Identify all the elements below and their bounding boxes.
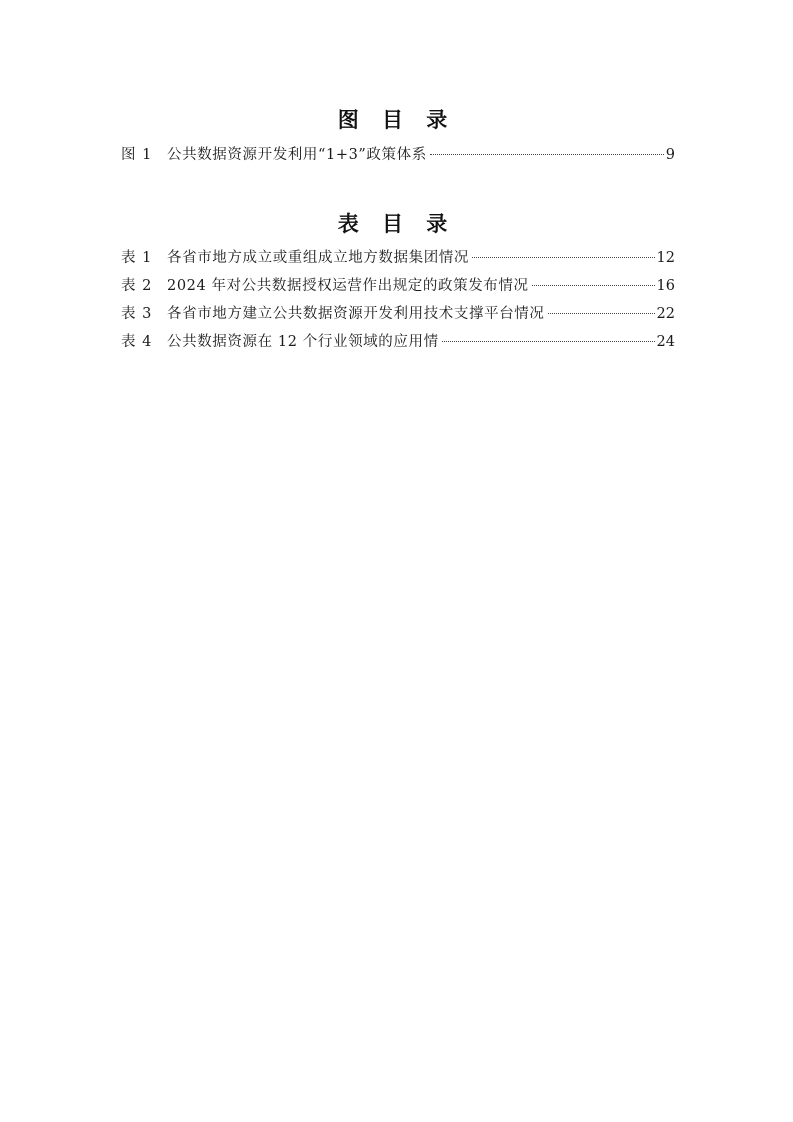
toc-entry-figure-1[interactable] — [121, 141, 675, 169]
toc-entry-page: 16 — [656, 278, 675, 294]
toc-entry-label: 表 4 — [121, 334, 153, 350]
toc-entry-text: 2024 年对公共数据授权运营作出规定的政策发布情况 — [167, 278, 529, 294]
toc-entry-page: 12 — [656, 250, 675, 266]
toc-entry-text: 公共数据资源开发利用“1+3”政策体系 — [167, 147, 427, 163]
table-list-title: 表 目 录 — [337, 212, 456, 236]
figure-list — [121, 141, 675, 169]
toc-entry-label: 表 2 — [121, 278, 153, 294]
toc-dot-leader — [472, 257, 655, 258]
toc-entry-table-2[interactable] — [121, 272, 675, 300]
toc-entry-table-1[interactable] — [121, 244, 675, 272]
toc-entry-page: 9 — [665, 147, 675, 163]
toc-dot-leader — [548, 313, 655, 314]
toc-entry-page: 24 — [656, 334, 675, 350]
toc-entry-table-3[interactable] — [121, 300, 675, 328]
toc-entry-text: 公共数据资源在 12 个行业领域的应用情 — [167, 334, 439, 350]
toc-entry-table-4[interactable] — [121, 328, 675, 356]
table-list — [121, 244, 675, 356]
toc-entry-label: 图 1 — [121, 147, 153, 163]
toc-dot-leader — [532, 285, 655, 286]
toc-dot-leader — [430, 154, 664, 155]
toc-entry-page: 22 — [656, 306, 675, 322]
toc-entry-text: 各省市地方建立公共数据资源开发利用技术支撑平台情况 — [167, 306, 545, 322]
toc-entry-label: 表 3 — [121, 306, 153, 322]
toc-dot-leader — [442, 341, 655, 342]
figure-list-title: 图 目 录 — [337, 108, 456, 132]
toc-entry-text: 各省市地方成立或重组成立地方数据集团情况 — [167, 250, 469, 266]
toc-entry-label: 表 1 — [121, 250, 153, 266]
